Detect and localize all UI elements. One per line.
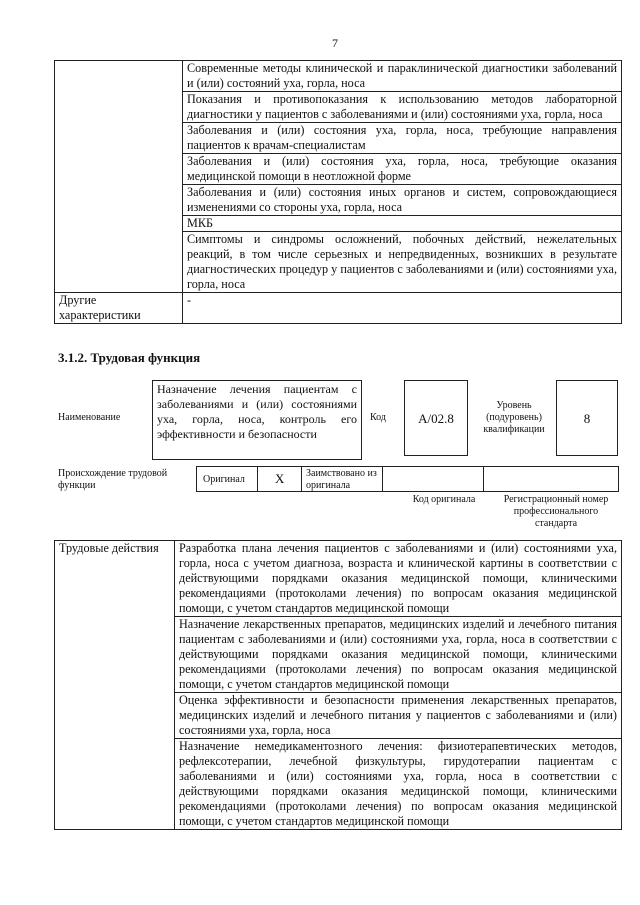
table-row: Заболевания и (или) состояния уха, горла, носа, требующие направления пациентов к врачам-специалистам bbox=[183, 123, 622, 154]
page-number: 7 bbox=[332, 36, 338, 50]
function-name-box: Назначение лечения пациентам с заболеваниями и (или) состояниями уха, горла, носа, контроль его эффективности и безопасности bbox=[152, 380, 362, 460]
knowledge-table bbox=[54, 60, 622, 324]
table-row: МКБ bbox=[183, 216, 622, 232]
name-label: Наименование bbox=[58, 412, 121, 423]
qualification-level-box: 8 bbox=[556, 380, 618, 456]
table-row: Разработка плана лечения пациентов с заболеваниями и (или) состояниями уха, горла, носа с учетом диагноза, возраста и клинической картины в соответствии с действующими порядками оказания медицинской помощи, клиническими рекомендациями (протоколами лечения) по вопросам оказания медицинской помощи, с учетом стандартов медицинской помощи bbox=[175, 541, 622, 617]
section-heading: 3.1.2. Трудовая функция bbox=[58, 350, 201, 365]
table-row: Показания и противопоказания к использованию методов лабораторной диагностики у пациентов с заболеваниями и (или) состояниями уха, горла, носа bbox=[183, 92, 622, 123]
level-label: Уровень (подуровень) квалификации bbox=[483, 400, 545, 435]
code-original-caption: Код оригинала bbox=[412, 494, 476, 505]
function-code-box: A/02.8 bbox=[404, 380, 468, 456]
borrowed-cell bbox=[301, 466, 383, 492]
table-row: Симптомы и синдромы осложнений, побочных действий, нежелательных реакций, в том числе серьезных и непредвиденных, возникших в результате диагностических процедур у пациентов с заболеваниями и (или) состояниями уха, горла, носа bbox=[183, 232, 622, 293]
original-mark: X bbox=[275, 471, 285, 486]
table-row: Заболевания и (или) состояния уха, горла, носа, требующие оказания медицинской помощи в неотложной форме bbox=[183, 154, 622, 185]
reg-number-caption: Регистрационный номер профессионального стандарта bbox=[503, 494, 609, 529]
table-row: Современные методы клинической и параклинической диагностики заболеваний и (или) состояний уха, горла, носа bbox=[183, 61, 622, 92]
labor-actions-table bbox=[54, 540, 622, 830]
table-label-cell bbox=[55, 61, 183, 293]
other-characteristics-value: - bbox=[183, 293, 622, 324]
original-cell bbox=[196, 466, 258, 492]
borrowed-label: Заимствовано из оригинала bbox=[306, 468, 377, 491]
labor-actions-label: Трудовые действия bbox=[55, 541, 175, 830]
table-row: Назначение лекарственных препаратов, медицинских изделий и лечебного питания пациентам с заболеваниями и (или) состояниями уха, горла, носа в соответствии с действующими порядками оказания медицинской помощи, клиническими рекомендациями (протоколами лечения) по вопросам оказания медицинской помощи, с учетом стандартов медицинской помощи bbox=[175, 617, 622, 693]
code-label: Код bbox=[370, 412, 386, 423]
table-row: Заболевания и (или) состояния иных органов и систем, сопровождающиеся изменениями со стороны уха, горла, носа bbox=[183, 185, 622, 216]
other-characteristics-label: Другие характеристики bbox=[55, 293, 183, 324]
reg-number-cell bbox=[483, 466, 619, 492]
table-row: Назначение немедикаментозного лечения: физиотерапевтических методов, рефлексотерапии, лечебной физкультуры, гирудотерапии пациентам с заболеваниями и (или) состояниями уха, горла, носа в соответствии с действующими порядками оказания медицинской помощи, клиническими рекомендациями (протоколами лечения) по вопросам оказания медицинской помощи, с учетом стандартов медицинской помощи bbox=[175, 739, 622, 830]
origin-label: Происхождение трудовой функции bbox=[58, 468, 168, 491]
table-row: Оценка эффективности и безопасности применения лекарственных препаратов, медицинских изделий и лечебного питания у пациентов с заболеваниями и (или) состояниями уха, горла, носа bbox=[175, 693, 622, 739]
code-original-cell bbox=[382, 466, 484, 492]
original-mark-cell bbox=[257, 466, 302, 492]
original-label: Оригинал bbox=[203, 474, 245, 485]
